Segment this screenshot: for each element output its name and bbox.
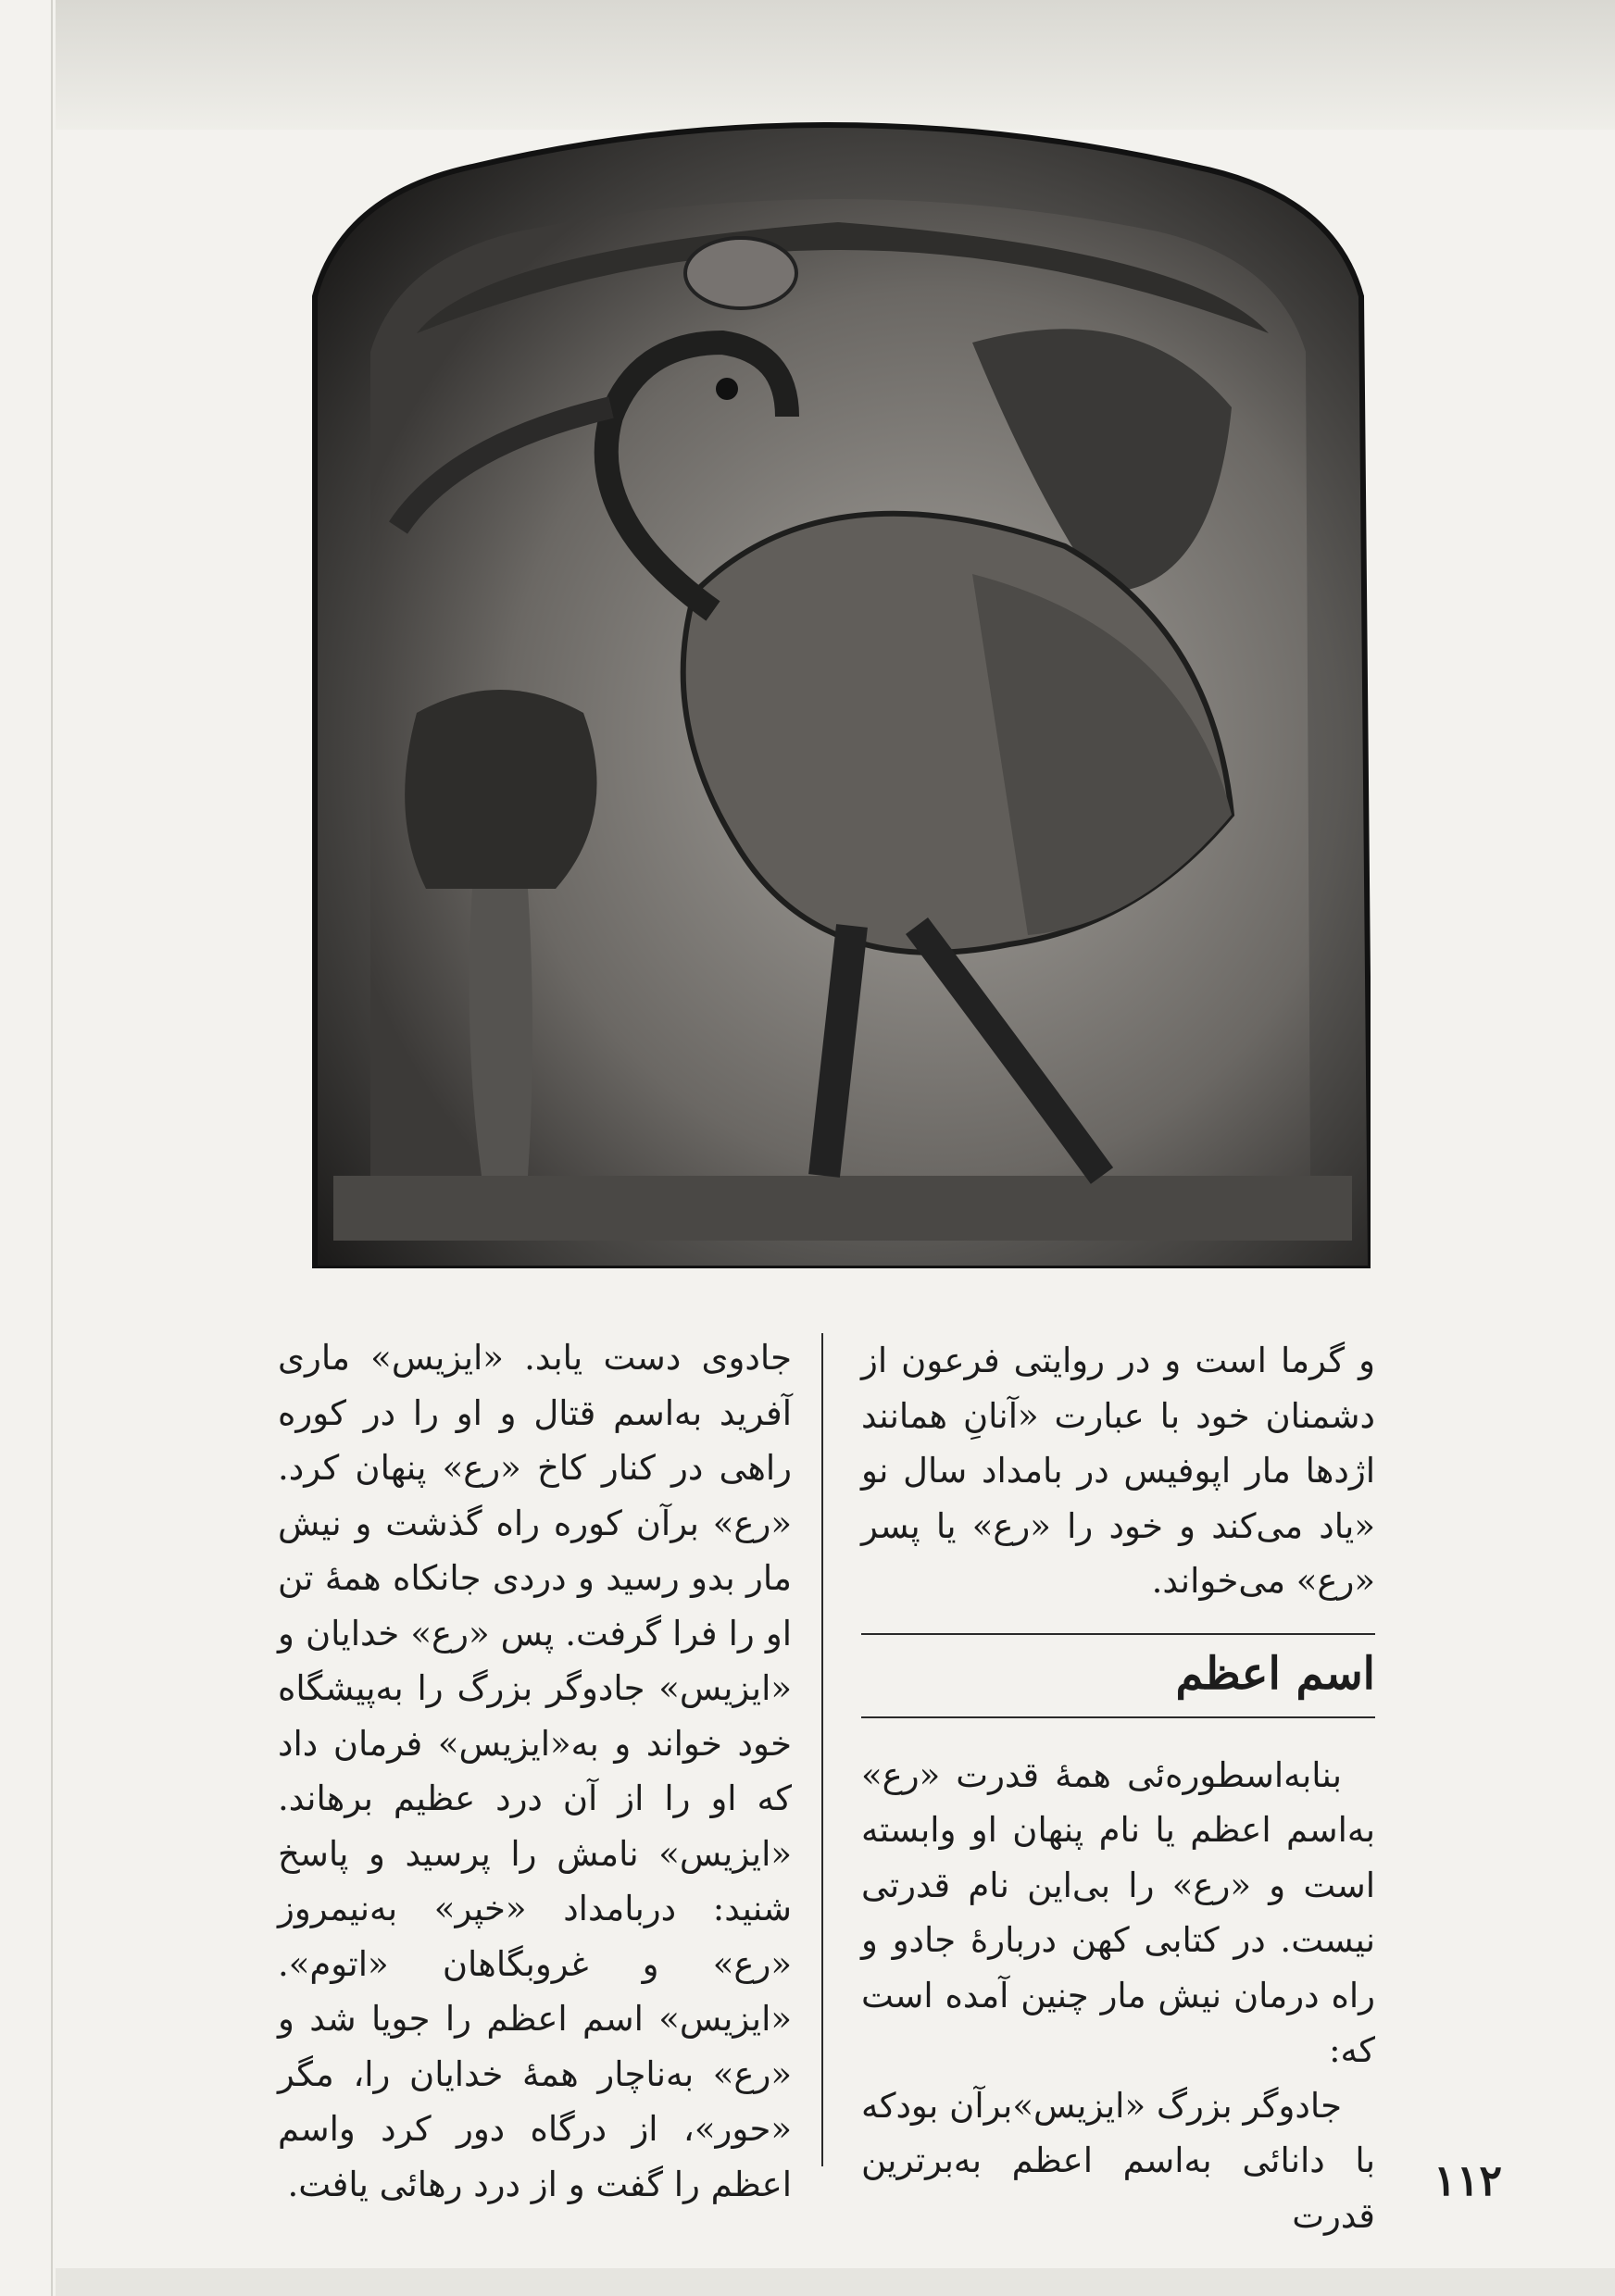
ibis-relief-photo (306, 111, 1371, 1268)
page-number: ۱۱۲ (1433, 2155, 1503, 2205)
right-column-paragraph-2: جادوگر بزرگ «ایزیس»برآن بودکه با دانائی به‌اسم اعظم به‌برترین قدرت (861, 2085, 1375, 2236)
column-divider (821, 1333, 823, 2166)
page-edge-bottom (56, 2268, 1615, 2296)
right-column-continuation: و گرما است و در روایتی فرعون از دشمنان خود با عبارت «آنانِ همانند اژدها مار اپوفیس در بامداد سال نو «یاد می‌کند و خود را «رع» یا پسر «رع» می‌خواند. (861, 1341, 1375, 1601)
section-heading: اسم اعظم (1175, 1647, 1375, 1700)
right-column-paragraph: بنابه‌اسطوره‌ئی همهٔ قدرت «رع» به‌اسم اعظم یا نام پنهان او وابسته است و «رع» را بی‌این نام قدرتی نیست. در کتابی کهن دربارهٔ جادو و راه درمان نیش مار چنین آمده است که: (861, 1754, 1375, 2070)
left-column (278, 1330, 792, 2212)
article-text (278, 1333, 1375, 2236)
right-column (861, 1333, 1375, 2243)
left-column-paragraph: جادوی دست یابد. «ایزیس» ماری آفرید به‌اسم قتال و او را در کوره راهی در کنار کاخ «رع» پنهان کرد. «رع» برآن کوره راه گذشت و نیش مار بدو رسید و دردی جانکاه همهٔ تن او را فرا گرفت. پس «رع» خدایان و «ایزیس» جادوگر بزرگ را به‌پیشگاه خود خواند و به«ایزیس» فرمان داد که او را از آن درد عظیم برهاند. «ایزیس» نامش را پرسید و پاسخ شنید: دربامداد «خپر» به‌نیمروز «رع» و غروبگاهان «اتوم». «ایزیس» اسم اعظم را جویا شد و «رع» به‌ناچار همهٔ خدایان را، مگر «حور»، از درگاه دور کرد واسم اعظم را گفت و از درد رهائی یافت. (278, 1338, 792, 2204)
page-edge-top (56, 0, 1615, 130)
page-edge-left (51, 0, 53, 2296)
section-heading-block (861, 1633, 1375, 1718)
